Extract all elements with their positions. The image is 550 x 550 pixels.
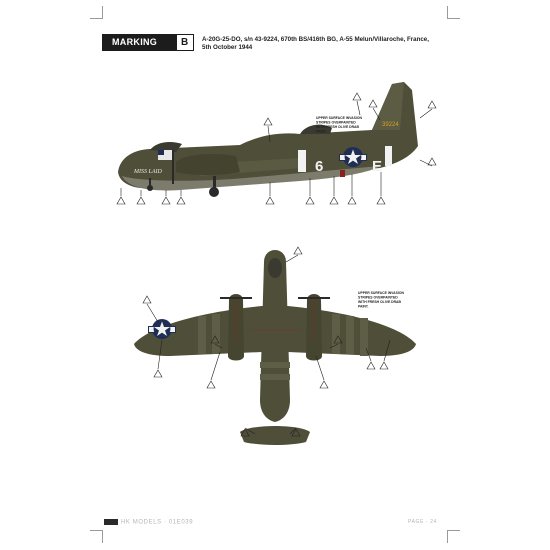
triangle-callout-icon bbox=[264, 118, 272, 125]
marking-label: MARKING bbox=[112, 37, 158, 47]
triangle-callout-icon bbox=[143, 296, 151, 303]
side-nacelle bbox=[176, 154, 240, 175]
triangle-callout-icon bbox=[137, 197, 145, 204]
triangle-callout-icon bbox=[353, 93, 361, 100]
top-surface-note: UPPER SURFACE INVASION STRIPES OVERPAINTED WITH FRESH OLIVE DRAB PAINT. bbox=[358, 291, 404, 309]
top-propeller-left bbox=[220, 297, 252, 299]
page-number: PAGE · 24 bbox=[408, 519, 437, 525]
aircraft-caption: A-20G-25-DO, s/n 43-9224, 670th BS/416th BG, A-55 Melun/Villaroche, France, 5th October 1944 bbox=[202, 36, 429, 51]
side-red-marker bbox=[340, 170, 345, 177]
triangle-callout-icon bbox=[428, 101, 436, 108]
triangle-callout-icon bbox=[348, 197, 356, 204]
tail-serial: 39224 bbox=[382, 122, 399, 128]
footer-brand: HK MODELS · 01E039 bbox=[104, 519, 193, 526]
side-code-left: 6 bbox=[315, 158, 324, 175]
side-invasion-stripe bbox=[385, 146, 392, 166]
option-letter: B bbox=[181, 37, 189, 48]
top-view bbox=[134, 250, 416, 445]
nose-art-text: MISS LAID bbox=[134, 169, 162, 175]
top-canopy bbox=[268, 258, 282, 278]
triangle-callout-icon bbox=[380, 362, 388, 369]
triangle-callout-icon bbox=[266, 197, 274, 204]
triangle-callout-icon bbox=[377, 197, 385, 204]
triangle-callout-icon bbox=[154, 370, 162, 377]
triangle-callout-icon bbox=[428, 158, 436, 165]
triangle-callout-icon bbox=[177, 197, 185, 204]
side-surface-note: UPPER SURFACE INVASION STRIPES OVERPAINTED WITH FRESH OLIVE DRAB PAINT. bbox=[316, 116, 362, 134]
triangle-callout-icon bbox=[367, 362, 375, 369]
side-view bbox=[118, 82, 418, 197]
triangle-callout-icon bbox=[162, 197, 170, 204]
side-propeller bbox=[172, 150, 174, 184]
triangle-callout-icon bbox=[117, 197, 125, 204]
triangle-callout-icon bbox=[207, 381, 215, 388]
side-code-right: E bbox=[372, 158, 383, 175]
top-propeller-right bbox=[298, 297, 330, 299]
side-invasion-stripe bbox=[298, 150, 306, 172]
triangle-callout-icon bbox=[330, 197, 338, 204]
triangle-callout-icon bbox=[306, 197, 314, 204]
triangle-callout-icon bbox=[369, 100, 377, 107]
triangle-callout-icon bbox=[320, 381, 328, 388]
brand-logo-icon bbox=[104, 519, 118, 525]
triangle-callout-icon bbox=[294, 247, 302, 254]
